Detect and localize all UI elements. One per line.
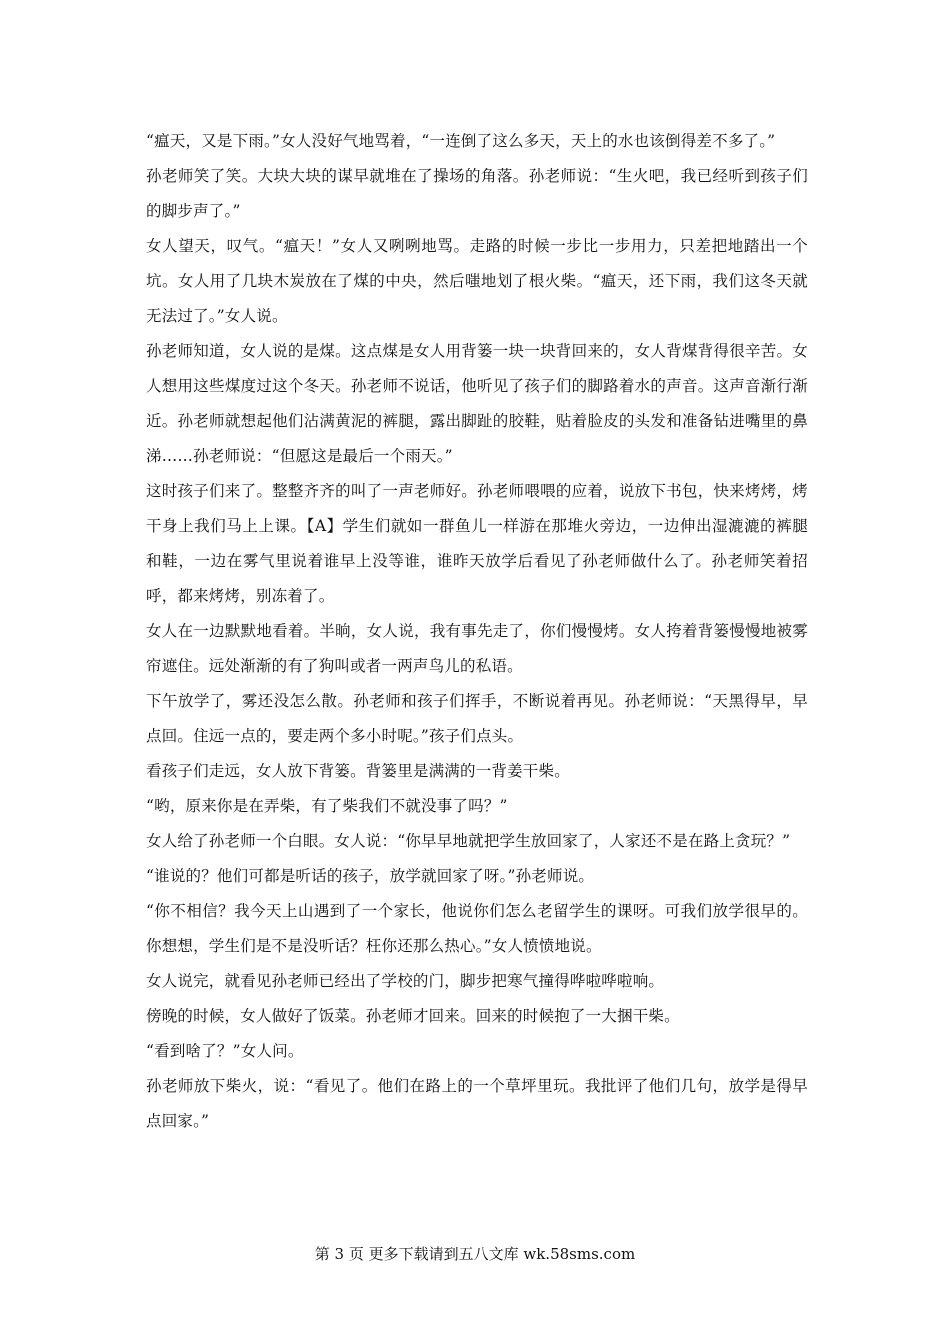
paragraph-3: 女人望天，叹气。“瘟天！”女人又咧咧地骂。走路的时候一步比一步用力，只差把地踏出一个坑。女人用了几块木炭放在了煤的中央，然后嗤地划了根火柴。“瘟天，还下雨，我们这冬天就无法过了。”女人说。 [146, 237, 808, 325]
paragraph-6: 女人在一边默默地看着。半晌，女人说，我有事先走了，你们慢慢烤。女人挎着背篓慢慢地被雾帘遮住。远处渐渐的有了狗叫或者一两声鸟儿的私语。 [146, 622, 808, 675]
paragraph-11: “谁说的？他们可都是听话的孩子，放学就回家了呀。”孙老师说。 [146, 867, 595, 885]
paragraph-13: 女人说完，就看见孙老师已经出了学校的门，脚步把寒气撞得哗啦哗啦响。 [146, 972, 665, 990]
paragraph-10: 女人给了孙老师一个白眼。女人说：“你早早地就把学生放回家了，人家还不是在路上贪玩？” [146, 832, 791, 850]
paragraph-9: “哟，原来你是在弄柴，有了柴我们不就没事了吗？” [146, 797, 508, 815]
document-body [146, 124, 808, 1139]
paragraph-4: 孙老师知道，女人说的是煤。这点煤是女人用背篓一块一块背回来的，女人背煤背得很辛苦。女人想用这些煤度过这个冬天。孙老师不说话，他听见了孩子们的脚路着水的声音。这声音渐行渐近。孙老师就想起他们沾满黄泥的裤腿，露出脚趾的胶鞋，贴着脸皮的头发和准备钻进嘴里的鼻涕……孙老师说：“但愿这是最后一个雨天。” [146, 342, 808, 465]
paragraph-12: “你不相信？我今天上山遇到了一个家长，他说你们怎么老留学生的课呀。可我们放学很早的。你想想，学生们是不是没听话？枉你还那么热心。”女人愤愤地说。 [146, 902, 808, 955]
paragraph-5: 这时孩子们来了。整整齐齐的叫了一声老师好。孙老师喂喂的应着，说放下书包，快来烤烤，烤干身上我们马上上课。【A】学生们就如一群鱼儿一样游在那堆火旁边，一边伸出湿漉漉的裤腿和鞋，一边在雾气里说着谁早上没等谁，谁昨天放学后看见了孙老师做什么了。孙老师笑着招呼，都来烤烤，别冻着了。 [146, 482, 808, 605]
paragraph-15: “看到啥了？”女人问。 [146, 1042, 304, 1060]
paragraph-14: 傍晚的时候，女人做好了饭菜。孙老师才回来。回来的时候抱了一大捆干柴。 [146, 1007, 680, 1025]
paragraph-1: “瘟天，又是下雨。”女人没好气地骂着，“一连倒了这么多天，天上的水也该倒得差不多了。” [146, 132, 776, 150]
paragraph-8: 看孩子们走远，女人放下背篓。背篓里是满满的一背姜干柴。 [146, 762, 570, 780]
paragraph-16: 孙老师放下柴火，说：“看见了。他们在路上的一个草坪里玩。我批评了他们几句，放学是得早点回家。” [146, 1077, 808, 1130]
page-footer: 第 3 页 更多下载请到五八文库 wk.58sms.com [314, 1245, 636, 1263]
paragraph-7: 下午放学了，雾还没怎么散。孙老师和孩子们挥手，不断说着再见。孙老师说：“天黑得早，早点回。住远一点的，要走两个多小时呢。”孩子们点头。 [146, 692, 808, 745]
paragraph-2: 孙老师笑了笑。大块大块的谋早就堆在了操场的角落。孙老师说：“生火吧，我已经听到孩子们的脚步声了。” [146, 167, 808, 220]
